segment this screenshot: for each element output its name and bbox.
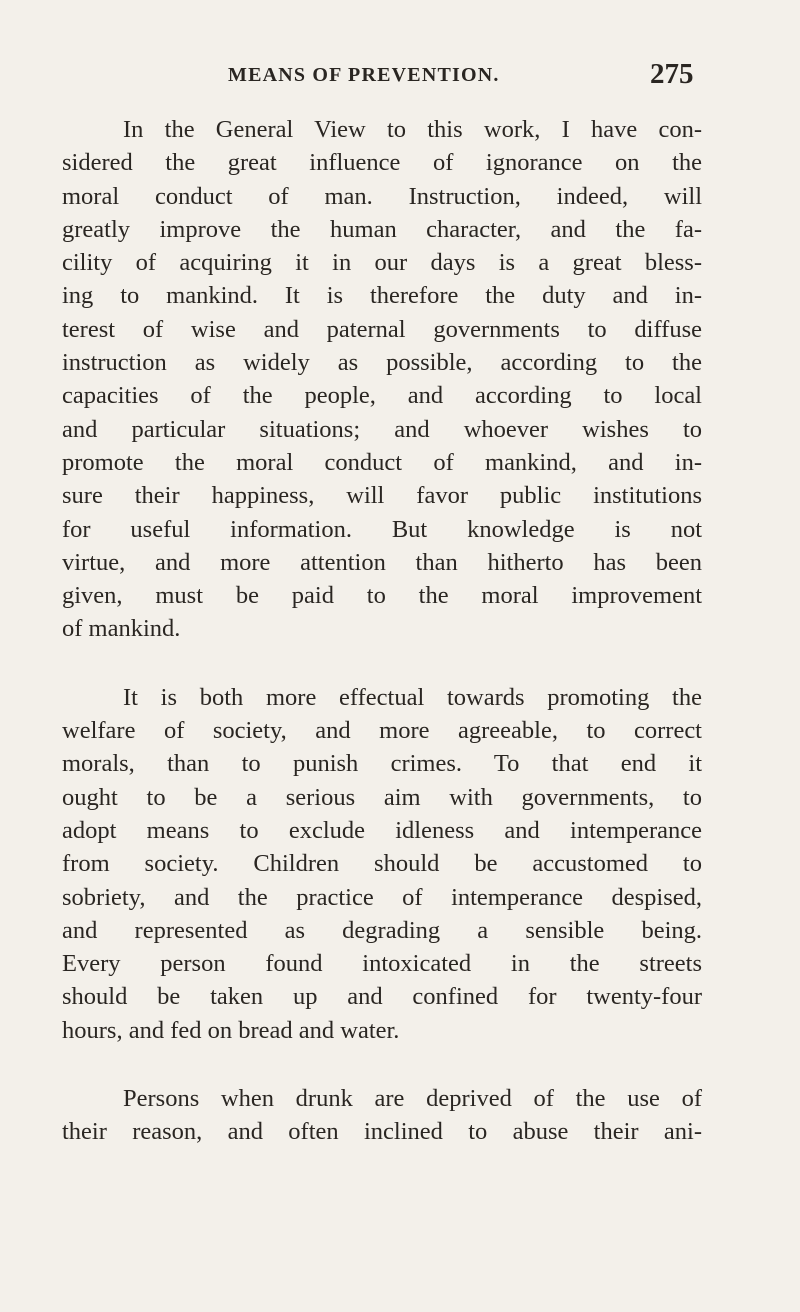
text-line: morals, than to punish crimes. To that end it — [62, 750, 702, 778]
text-line: should be taken up and confined for twenty-four — [62, 983, 702, 1011]
text-line: sobriety, and the practice of intemperance despised, — [62, 883, 702, 911]
text-line: adopt means to exclude idleness and intemperance — [62, 816, 702, 844]
text-line: for useful information. But knowledge is not — [62, 515, 702, 543]
text-line: from society. Children should be accustomed to — [62, 850, 702, 878]
text-line: promote the moral conduct of mankind, and in- — [62, 448, 702, 476]
text-line: cility of acquiring it in our days is a great bless- — [62, 249, 702, 277]
paragraph-ignorance-instruction — [62, 113, 702, 646]
page-number: 275 — [650, 58, 694, 90]
text-line: instruction as widely as possible, according to the — [62, 349, 702, 377]
text-line: virtue, and more attention than hitherto has been — [62, 548, 702, 576]
text-line: given, must be paid to the moral improvement — [62, 582, 702, 610]
body-text — [62, 113, 702, 1149]
paragraph-gap — [62, 1047, 702, 1082]
text-line: hours, and fed on bread and water. — [62, 1016, 400, 1044]
text-line: terest of wise and paternal governments to diffuse — [62, 315, 702, 343]
text-line: capacities of the people, and according to local — [62, 382, 702, 410]
text-line: of mankind. — [62, 615, 181, 643]
paragraph-drunk-persons — [62, 1082, 702, 1149]
text-line: and represented as degrading a sensible being. — [62, 916, 702, 944]
text-line: sure their happiness, will favor public institutions — [62, 482, 702, 510]
text-line: greatly improve the human character, and the fa- — [62, 215, 702, 243]
text-line: It is both more effectual towards promoting the — [123, 683, 702, 711]
text-line: Every person found intoxicated in the streets — [62, 950, 702, 978]
text-line: ought to be a serious aim with governments, to — [62, 783, 702, 811]
text-line: In the General View to this work, I have con- — [123, 116, 702, 143]
text-line: moral conduct of man. Instruction, indeed, will — [62, 182, 702, 210]
text-line: welfare of society, and more agreeable, to correct — [62, 717, 702, 745]
text-line: Persons when drunk are deprived of the use of — [123, 1085, 702, 1113]
paragraph-correct-morals — [62, 681, 702, 1047]
paragraph-gap — [62, 646, 702, 681]
text-line: sidered the great influence of ignorance on the — [62, 149, 702, 177]
running-head: MEANS OF PREVENTION. — [228, 64, 500, 86]
text-line: and particular situations; and whoever wishes to — [62, 415, 702, 443]
text-line: ing to mankind. It is therefore the duty and in- — [62, 282, 702, 310]
text-line: their reason, and often inclined to abuse their ani- — [62, 1118, 702, 1146]
